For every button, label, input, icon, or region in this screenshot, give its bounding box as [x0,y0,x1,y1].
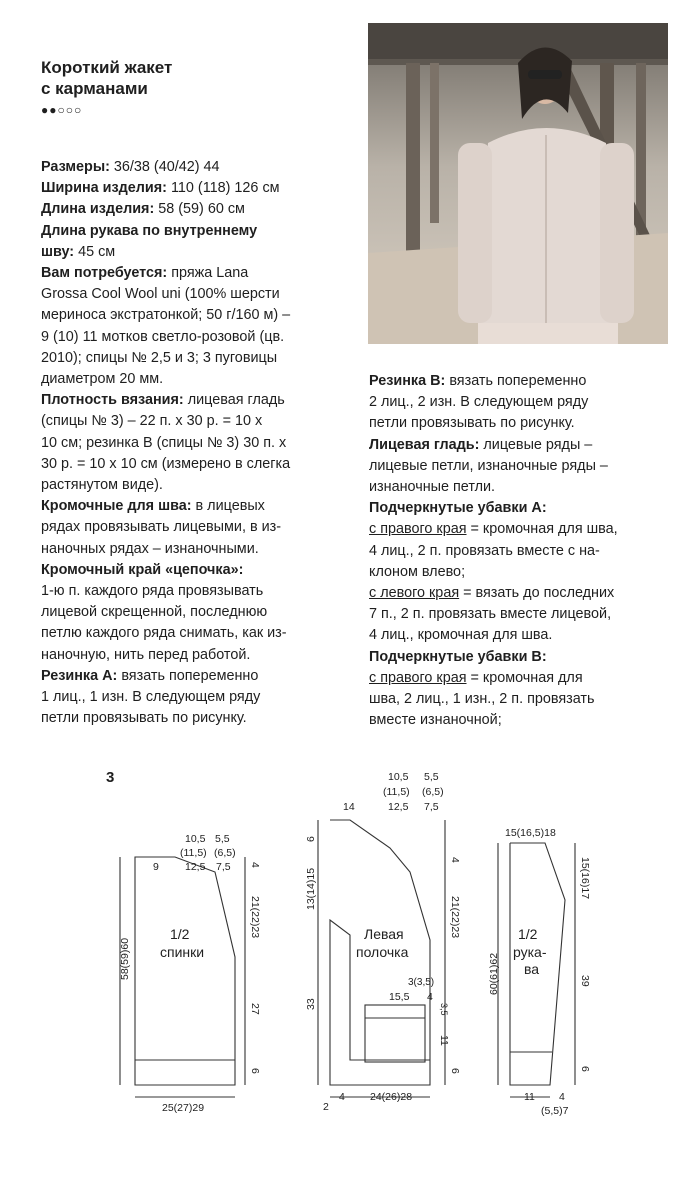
instructions-right-column [369,371,667,731]
back-name-1: 1/2 [170,926,190,942]
chain-edge-label: Кромочный край «цепочка»: [41,561,244,578]
rib-a-label: Резинка А: [41,667,118,684]
gauge-text: 30 р. = 10 х 10 см (измерено в слегка [41,455,291,472]
front-top-f: 7,5 [424,801,439,813]
dec-a-text: 7 п., 2 п. провязать вместе лицевой, [369,606,612,623]
dec-b-right-edge: с правого края [369,669,467,686]
back-top-d: (6,5) [214,847,236,859]
front-dim-r3: 3,5 [439,1003,449,1016]
back-name-2: спинки [160,944,205,960]
back-top-left: 9 [153,861,159,873]
front-dim-l3: 33 [305,998,317,1010]
length-label: Длина изделия: [41,201,155,218]
pattern-title [41,57,172,99]
dec-b-text: = кромочная для [466,669,583,686]
seam-edge-text: наночных рядах – изнаночными. [41,540,259,557]
materials-text: пряжа Lana [167,265,249,282]
materials-label: Вам потребуется: [41,265,168,282]
pocket-outline [365,1005,425,1062]
back-dim-bottom: 25(27)29 [162,1102,205,1114]
front-dim-b3: 24(26)28 [370,1091,413,1103]
rib-b-text: вязать попеременно [445,373,587,389]
front-dim-b1: 2 [323,1101,329,1113]
front-dim-r4: 11 [438,1035,450,1046]
width-value: 110 (118) 126 см [166,180,280,197]
sizes-label: Размеры: [41,159,110,175]
gauge-text: растянутом виде). [41,477,163,494]
pattern-schematic [0,750,675,1170]
materials-text: диаметром 20 мм. [41,371,164,388]
stockinette-text: изнаночные петли. [369,479,496,496]
pocket-dim-a: 3(3,5) [408,977,435,988]
sleeve-dim-r2: 39 [579,975,591,987]
dec-a-left-edge: с левого края [369,585,460,602]
front-dim-l1: 6 [305,836,317,842]
sleeve-dim-b1: 11 [524,1091,535,1103]
title-line-2: с карманами [41,79,148,98]
back-top-b: 5,5 [215,833,230,845]
front-top-c: (11,5) [383,786,410,798]
front-dim-r5: 6 [449,1068,461,1074]
front-top-a: 10,5 [388,771,409,783]
dec-a-text: 4 лиц., кромочная для шва. [369,627,553,644]
sleeve-label-1: Длина рукава по внутреннему [41,222,258,239]
back-dim-r4: 6 [249,1068,261,1074]
materials-text: мериноса экстратонкой; 50 г/160 м) – [41,307,291,324]
back-dim-r1: 4 [249,862,261,868]
dec-a-text: = вязать до последних [459,585,615,602]
sleeve-dim-b2: 4 [559,1091,565,1103]
sleeve-dim-top: 15(16,5)18 [505,827,556,839]
front-dim-b2: 4 [339,1091,345,1103]
seam-edge-text: рядах провязывать лицевыми, в из- [41,519,282,536]
front-dim-r1: 4 [449,857,461,863]
back-dim-r2: 21(22)23 [249,896,261,939]
sizes-value: 36/38 (40/42) 44 [109,159,220,175]
seam-edge-text: в лицевых [191,498,265,515]
model-photo [368,23,668,344]
pocket-dim-c: 4 [427,991,433,1003]
chain-edge-text: наночную, нить перед работой. [41,646,251,663]
front-top-left: 14 [343,801,355,813]
back-dim-r3: 27 [249,1003,261,1015]
sleeve-dim-left: 60(61)62 [488,952,500,995]
front-name-1: Левая [364,926,404,942]
rib-a-text: 1 лиц., 1 изн. В следующем ряду [41,689,261,706]
dec-a-label: Подчеркнутые убавки А: [369,500,547,517]
gauge-text: лицевая гладь [183,392,285,409]
dec-a-text: 4 лиц., 2 п. провязать вместе с на- [369,542,600,559]
rib-a-text: петли провязывать по рисунку. [41,710,247,727]
rib-b-text: петли провязывать по рисунку. [369,415,575,432]
back-top-e: 12,5 [185,861,206,873]
sleeve-name-2: рука- [513,944,547,960]
front-dim-l2: 13(14)15 [305,867,317,910]
chain-edge-text: лицевой скрещенной, последнюю [41,604,268,621]
seam-edge-label: Кромочные для шва: [41,498,192,515]
back-outline [135,857,235,1085]
sleeve-dim-b3: (5,5)7 [541,1105,569,1117]
length-value: 58 (59) 60 см [154,201,245,218]
gauge-label: Плотность вязания: [41,392,184,409]
dec-a-text: клоном влево; [369,563,466,580]
dec-a-right-edge: с правого края [369,521,467,538]
gauge-text: (спицы № 3) – 22 п. х 30 р. = 10 х [41,413,263,430]
stockinette-text: лицевые ряды – [479,436,593,453]
front-dim-r2: 21(22)23 [449,896,461,939]
difficulty-rating: ●●○○○ [41,103,83,117]
gauge-text: 10 см; резинка В (спицы № 3) 30 п. х [41,434,287,451]
dec-a-text: = кромочная для шва, [466,521,618,538]
front-top-e: 12,5 [388,801,409,813]
sleeve-dim-r1: 15(16)17 [579,857,591,900]
stockinette-text: лицевые петли, изнаночные ряды – [369,457,608,474]
back-top-c: (11,5) [180,847,207,859]
instructions-left-column [41,157,355,729]
materials-text: 9 (10) 11 мотков светло-розовой (цв. [41,328,285,345]
rib-b-text: 2 лиц., 2 изн. В следующем ряду [369,394,589,411]
title-line-1: Короткий жакет [41,58,173,77]
dec-b-text: вместе изнаночной; [369,712,502,729]
back-top-a: 10,5 [185,833,206,845]
diagram-number: 3 [106,769,115,786]
dec-b-label: Подчеркнутые убавки В: [369,648,547,665]
materials-text: 2010); спицы № 2,5 и 3; 3 пуговицы [41,349,278,366]
sleeve-name-3: ва [524,961,540,977]
sleeve-name-1: 1/2 [518,926,538,942]
front-top-b: 5,5 [424,771,439,783]
rib-b-label: Резинка В: [369,373,446,389]
dec-b-text: шва, 2 лиц., 1 изн., 2 п. провязать [369,691,595,708]
back-top-f: 7,5 [216,861,231,873]
chain-edge-text: 1-ю п. каждого ряда провязывать [41,583,264,600]
photo-illustration [368,23,668,344]
front-top-d: (6,5) [422,786,444,798]
materials-text: Grossa Cool Wool uni (100% шерсти [41,286,280,303]
sleeve-value: 45 см [74,243,116,260]
width-label: Ширина изделия: [41,180,167,197]
back-dim-left: 58(59)60 [119,937,131,980]
sleeve-dim-r3: 6 [579,1066,591,1072]
rib-a-text: вязать попеременно [117,667,259,684]
sleeve-label-2: шву: [41,243,75,260]
chain-edge-text: петлю каждого ряда снимать, как из- [41,625,287,642]
stockinette-label: Лицевая гладь: [369,436,480,453]
pocket-dim-b: 15,5 [389,991,410,1003]
front-name-2: полочка [356,944,409,960]
